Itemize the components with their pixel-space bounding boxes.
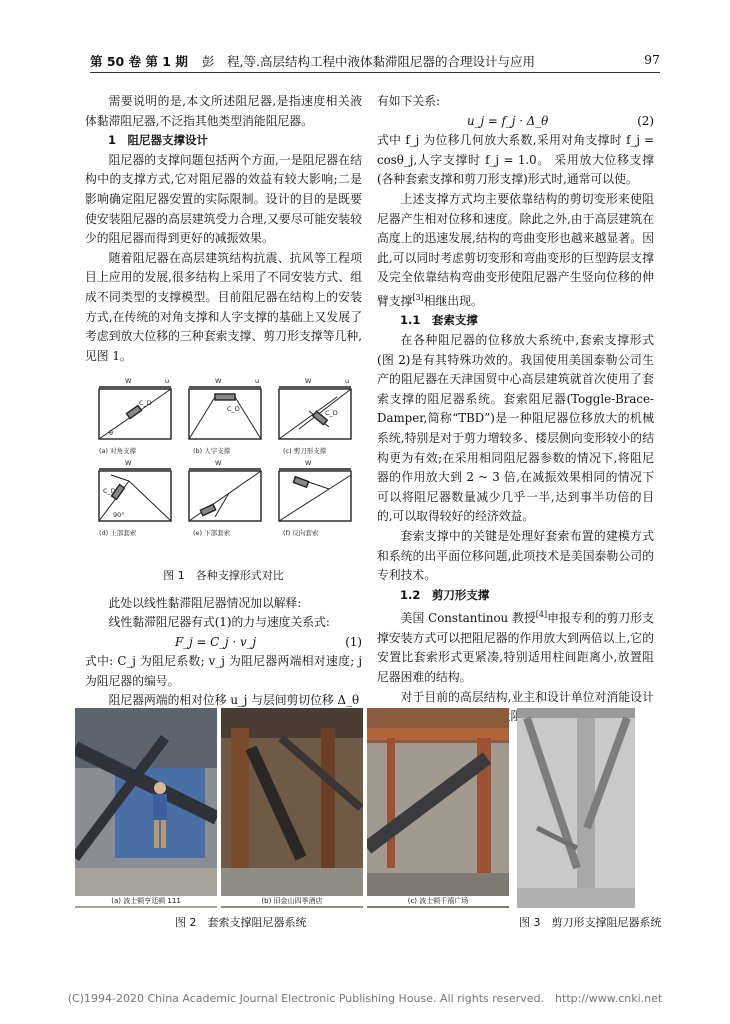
photo-d-image xyxy=(517,708,635,908)
damper-coefficient-symbol: C_D xyxy=(227,405,240,414)
paragraph: 对于目前的高层结构,业主和设计单位对消能设计 布置阻尼器 xyxy=(400,689,654,724)
weight-symbol: W xyxy=(215,459,222,468)
label-d: (d) 上部套索 xyxy=(99,529,137,538)
paragraph: 式中 f_j 为位移几何放大系数,采用对角支撑时 f_j = cosθ_j,人字支撑时 f_j = 1.0。 采用放大位移支撑(各种套索支撑和剪刀形支撑)形式时,通常可以使。 xyxy=(377,133,654,187)
paragraph: 套索支撑中的关键是处理好套索布置的建模方式和系统的出平面位移问题,此项技术是美国泰勒公司的专利技术。 xyxy=(377,528,654,583)
equation-2 xyxy=(377,112,654,132)
equation-number: (1) xyxy=(345,634,362,649)
equation-number: (2) xyxy=(637,113,654,128)
figure-1-caption: 图 1 各种支撑形式对比 xyxy=(163,568,284,582)
damper-f xyxy=(293,477,308,487)
displacement-symbol: u xyxy=(255,377,260,386)
paragraph-text: 上述支撑方式均主要依靠结构的剪切变形来使阻尼器产生相对位移和速度。除此之外,由于高层建筑在高度上的迅速发展,结构的弯曲变形也越来越显著。因此,可以同时考虑剪切变形和弯曲变形的巨型跨层支撑及完全依靠结构弯曲变形使阻尼器产生竖向位移的伸臂支撑 xyxy=(377,191,654,308)
damper-coefficient-symbol: C_D xyxy=(139,399,152,408)
label-b: (b) 人字支撑 xyxy=(193,447,231,456)
figure-1-brace-diagrams xyxy=(89,371,361,553)
paragraph: 线性黏滞阻尼器有式(1)的力与速度关系式: xyxy=(108,615,330,630)
copyright-footer: (C)1994-2020 China Academic Journal Electronic Publishing House. All rights reserved. http://www.cnki.net xyxy=(67,992,663,1005)
displacement-symbol: u xyxy=(165,377,170,386)
paragraph xyxy=(377,605,654,687)
paragraph-text: 相继出现。 xyxy=(423,293,483,308)
figure-2-caption: 图 2 套索支撑阻尼器系统 xyxy=(175,916,307,929)
angle-symbol: θ xyxy=(109,429,113,438)
equation-body: u_j = f_j · Δ_θ xyxy=(467,113,549,128)
photo-b-image xyxy=(221,708,363,908)
section-heading: 1.1 套索支撑 xyxy=(400,313,478,328)
photo-c-image xyxy=(367,708,509,908)
damper-a xyxy=(127,406,142,419)
weight-symbol: W xyxy=(125,377,132,386)
weight-symbol: W xyxy=(305,377,312,386)
weight-symbol: W xyxy=(305,459,312,468)
damper-coefficient-symbol: C_D xyxy=(325,409,338,418)
photo-c-caption: (c) 波士顿千禧广场 xyxy=(367,896,509,906)
label-a: (a) 对角支撑 xyxy=(99,447,137,456)
label-e: (e) 下部套索 xyxy=(193,529,231,538)
paragraph: 有如下关系: xyxy=(377,94,440,108)
citation: [4] xyxy=(535,610,548,620)
equation-body: F_j = C_j · v_j xyxy=(175,634,257,649)
running-title: 彭 程,等.高层结构工程中液体黏滞阻尼器的合理设计与应用 xyxy=(202,54,535,69)
paragraph: 随着阻尼器在高层建筑结构抗震、抗风等工程项目上应用的发展,很多结构上采用了不同安装方式、组成不同类型的支撑模型。目前阻尼器在结构上的安装方式,在传统的对角支撑和人字支撑的基础上又发展了考虑到放大位移的三种套索支撑、剪刀形支撑等几种,见图 1。 xyxy=(85,250,362,363)
paragraph-text: 申报专利的剪刀形支撑安装方式可以把阻尼器的作用放大到两倍以上,它的安置比套索形式更紧凑,特别适用柱间距离小,放置阻尼器困难的结构。 xyxy=(377,611,654,685)
paragraph: 阻尼器两端的相对位移 u_j 与层间剪切位移 Δ_θ xyxy=(108,693,360,708)
paragraph: 此处以线性黏滞阻尼器情况加以解释: xyxy=(108,595,302,610)
frame-d xyxy=(99,471,171,521)
label-c: (c) 剪刀形支撑 xyxy=(283,447,327,456)
paragraph-text: 美国 Constantinou 教授 xyxy=(400,611,536,626)
photo-b-caption: (b) 旧金山四季酒店 xyxy=(221,896,363,906)
frame-f xyxy=(279,471,351,521)
running-header xyxy=(90,52,660,73)
angle-90-label: 90° xyxy=(113,511,125,520)
damper-coefficient-symbol: C_D xyxy=(103,487,116,496)
journal-volume: 第 50 卷 第 1 期 xyxy=(90,54,188,69)
photo-a-image xyxy=(75,708,217,908)
paragraph xyxy=(377,190,654,311)
citation: [3] xyxy=(412,292,424,302)
section-heading: 1 阻尼器支撑设计 xyxy=(108,133,209,148)
weight-symbol: W xyxy=(215,377,222,386)
paragraph: 阻尼器的支撑问题包括两个方面,一是阻尼器在结构中的支撑方式,它对阻尼器的效益有较大影响;二是影响确定阻尼器安置的实际限制。设计的目的是既要使安装阻尼器的高层建筑受力合理,又要尽可能安装较少的阻尼器而得到更好的减振效果。 xyxy=(85,152,362,246)
paragraph: 在各种阻尼器的位移放大系统中,套索支撑形式(图 2)是有其特殊功效的。我国使用美国泰勒公司生产的阻尼器在天津国贸中心高层建筑就首次使用了套索支撑的阻尼器系统。套索阻尼器(Toggle-Brace-Damper,简称“TBD”)是一种阻尼器位移放大的机械系统,特别是对于剪力增较多、楼层侧向变形较小的结构更为有效;在采用相同阻尼器参数的情况下,将阻尼器的作用放大到 2 ~ 3 倍,在减振效果相同的情况下可以将阻尼器数量减少几乎一半,达到事半功倍的目的,可以取得较好的经济效益。 xyxy=(377,333,654,524)
photo-c xyxy=(367,708,509,908)
paragraph: 需要说明的是,本文所述阻尼器,是指速度相关液体黏滞阻尼器,不泛指其他类型消能阻尼器。 xyxy=(85,94,362,128)
paragraph: 式中: C_j 为阻尼系数; v_j 为阻尼器两端相对速度; j 为阻尼器的编号。 xyxy=(85,654,362,688)
right-column xyxy=(377,92,654,727)
section-heading: 1.2 剪刀形支撑 xyxy=(400,587,490,602)
label-f: (f) 反向套索 xyxy=(283,529,319,538)
photo-b xyxy=(221,708,363,908)
damper-b xyxy=(215,394,235,400)
equation-1 xyxy=(85,633,362,653)
page-number: 97 xyxy=(644,52,660,67)
left-column xyxy=(85,92,362,711)
photo-a-caption: (a) 波士顿亨廷顿 111 xyxy=(75,896,217,906)
displacement-symbol: u xyxy=(345,377,350,386)
damper-e xyxy=(200,505,215,516)
photo-d xyxy=(517,708,635,908)
weight-symbol: W xyxy=(125,459,132,468)
figure-3-caption: 图 3 剪刀形支撑阻尼器系统 xyxy=(519,916,662,929)
photo-a xyxy=(75,708,217,908)
